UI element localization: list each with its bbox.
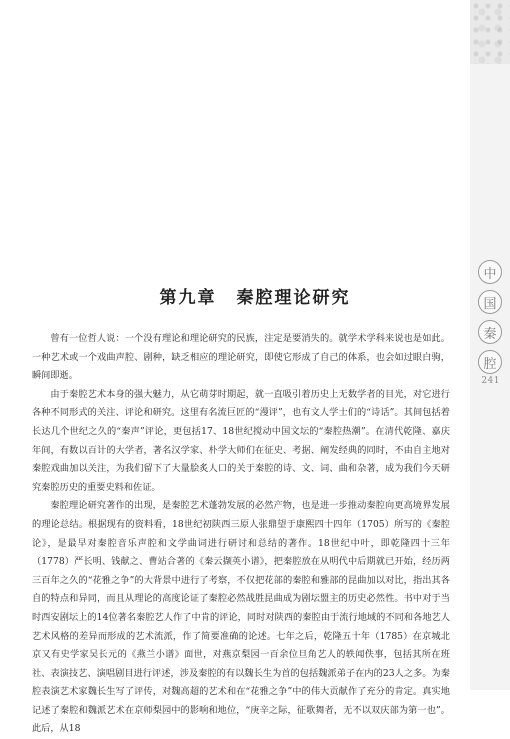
paragraph: 由于秦腔艺术本身的强大魅力，从它萌芽时期起，就一直吸引着历史上无数学者的目光，对它进行各种不同形式的关注、评论和研究。这里有名流巨匠的“漫评”，也有文人学士们的“诗话”。其间包括着长达几个世纪之久的“秦声”评论，更包括17、18世纪搅动中国文坛的“秦腔热潮”。在清代乾隆、嘉庆年间，有数以百计的大学者，著名汉学家、朴学大师们在征史、考据、阐发经典的同时，不由自主地对秦腔戏曲加以关注，为我们留下了大量脍炙人口的关于秦腔的诗、文、词、曲和杂著，成为我们今天研究秦腔历史的重要史料和佐证。 <box>32 388 450 493</box>
chapter-number: 第九章 <box>159 288 217 308</box>
side-running-title <box>476 260 504 374</box>
paragraph: 秦腔理论研究著作的出现，是秦腔艺术蓬勃发展的必然产物，也是进一步推动秦腔向更高境界发展的理论总结。根据现有的资料看，18世纪初陕西三原人张鼎望于康熙四十四年（1705）所写的《秦腔论》，是最早对秦腔音乐声腔和文学曲词进行研讨和总结的著作。18世纪中叶，即乾隆四十三年（1778）严长明、钱献之、曹站合著的《秦云撷英小谱》，把秦腔放在从明代中后期就已开始，经历两三百年之久的“花雅之争”的大背景中进行了考察，不仅把花部的秦腔和雅部的昆曲加以对比，指出其各自的特点和异同，而且从理论的高度论证了秦腔必然战胜昆曲成为剧坛盟主的历史必然性。书中对于当时西安剧坛上的14位著名秦腔艺人作了中肯的评论，同时对陕西的秦腔由于流行地域的不同和各地艺人艺术风格的差异而形成的艺术流派，作了简要准确的论述。七年之后，乾隆五十年（1785）在京城北京又有史学家吴长元的《燕兰小谱》面世，对燕京梨园一百余位旦角艺人的轶闻佚事，包括其所在班社、表演技艺、演唱剧目进行评述，涉及秦腔的有以魏长生为首的包括魏派弟子在内的23人之多。为秦腔表演艺术家魏长生写了评传，对魏高超的艺术和在“花雅之争”中的伟大贡献作了充分的肯定。真实地记述了秦腔和魏派艺术在京师梨园中的影响和地位，“庚辛之际，征歌舞者，无不以双庆部为第一也”。此后，从18 <box>32 500 450 735</box>
body-text <box>32 330 450 739</box>
side-title-char: 中 <box>478 260 502 284</box>
side-title-char: 国 <box>478 290 502 314</box>
chapter-title: 秦腔理论研究 <box>236 288 351 308</box>
side-title-char: 腔 <box>478 350 502 374</box>
chapter-heading <box>40 283 470 308</box>
page-number: 241 <box>481 376 500 386</box>
corner-ornament-pattern <box>470 0 510 64</box>
paragraph: 曾有一位哲人说：一个没有理论和理论研究的民族，注定是要消失的。就学术学科来说也是如此。一种艺术或一个戏曲声腔、剧种，缺乏相应的理论研究，即使它形成了自己的体系，也会如过眼白驹，瞬间即逝。 <box>32 333 450 382</box>
side-title-char: 秦 <box>478 320 502 344</box>
